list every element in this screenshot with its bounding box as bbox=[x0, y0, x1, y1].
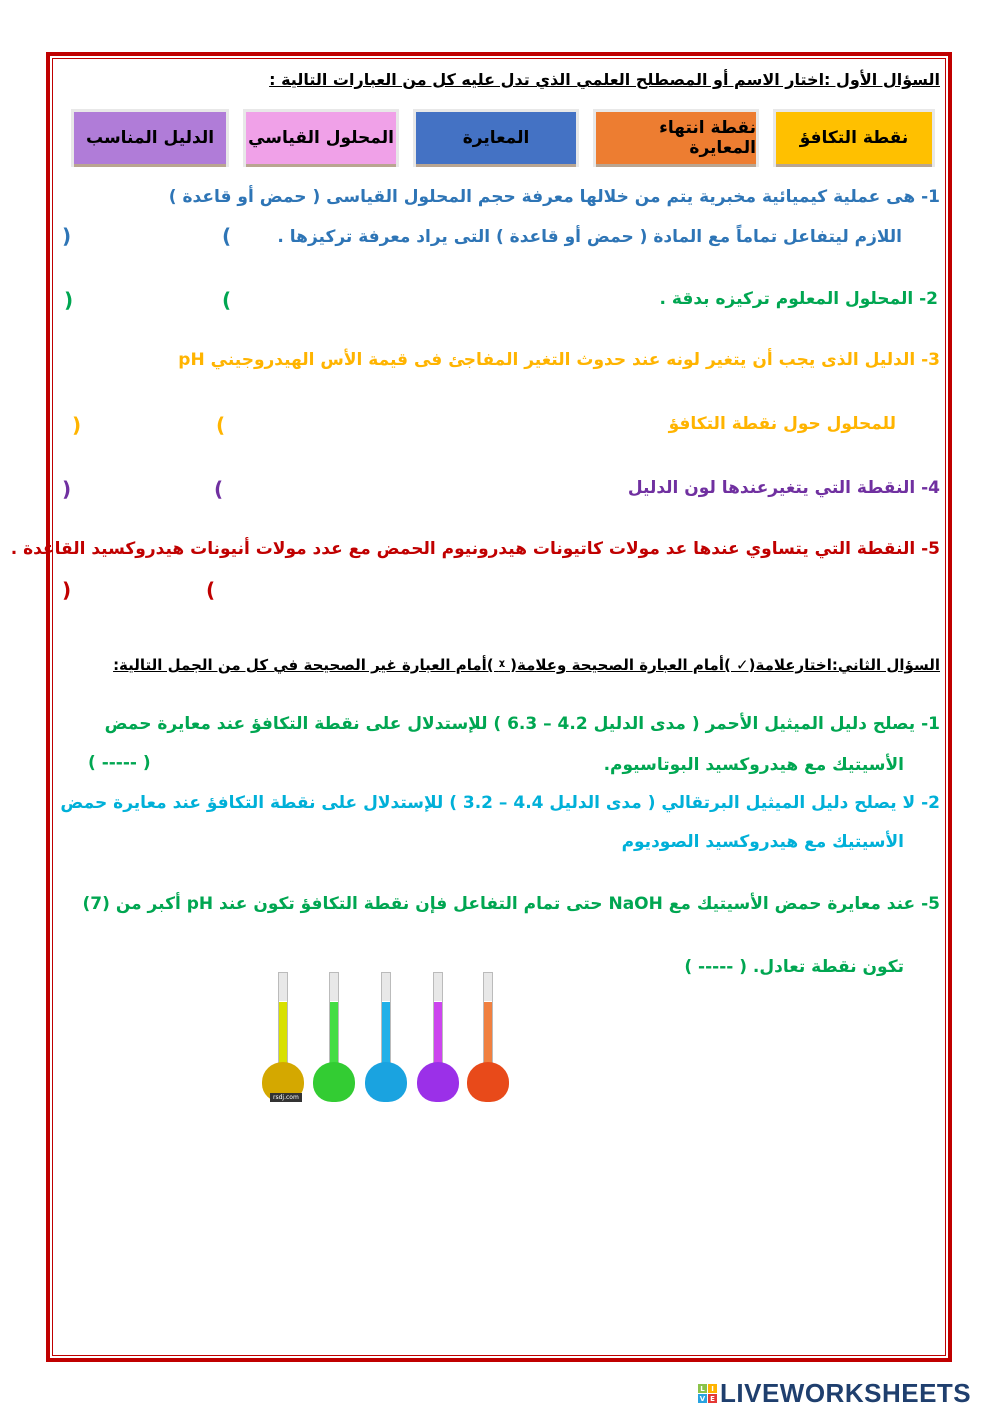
q1-item1-blank-close: ) bbox=[62, 224, 72, 248]
q1-item1-drop-zone[interactable] bbox=[76, 224, 216, 250]
page-border-inner bbox=[52, 58, 946, 1356]
image-watermark: rsdj.com bbox=[270, 1093, 302, 1102]
q1-item4-text: 4- النقطة التي يتغيرعندها لون الدليل bbox=[627, 478, 940, 498]
q2-item1-line2: الأسيتيك مع هيدروكسيد البوتاسيوم. bbox=[603, 755, 904, 775]
q1-item3-drop-zone[interactable] bbox=[86, 413, 212, 439]
q1-item2-blank-close: ) bbox=[64, 288, 74, 312]
q1-item1-blank-open: ( bbox=[222, 224, 232, 248]
q1-item3-line2: للمحلول حول نقطة التكافؤ bbox=[668, 414, 896, 434]
q1-item5-blank-close: ) bbox=[62, 578, 72, 602]
option-standard-solution[interactable]: المحلول القياسي bbox=[246, 112, 396, 164]
q2-item5-line2[interactable]: تكون نقطة تعادل. ( ----- ) bbox=[684, 957, 904, 977]
q2-item2-line1: 2- لا يصلح دليل الميثيل البرتقالي ( مدى الدليل 4.4 – 3.2 ) للإستدلال على نقطة التكافؤ عند معايرة حمض bbox=[60, 793, 940, 813]
q1-item5-drop-zone[interactable] bbox=[76, 578, 202, 604]
flasks-image bbox=[262, 965, 512, 1110]
option-titration-endpoint[interactable]: نقطة انتهاء المعايرة bbox=[596, 112, 756, 164]
q1-title: السؤال الأول :اختار الاسم أو المصطلح العلمي الذي تدل عليه كل من العبارات التالية : bbox=[269, 70, 940, 89]
q1-item3-blank-open: ( bbox=[216, 413, 226, 437]
q1-item2-drop-zone[interactable] bbox=[78, 288, 218, 314]
q1-item4-blank-close: ) bbox=[62, 477, 72, 501]
q1-item4-drop-zone[interactable] bbox=[76, 477, 210, 503]
logo-grid-icon: L I V E bbox=[698, 1384, 717, 1403]
option-equivalence-point[interactable]: نقطة التكافؤ bbox=[776, 112, 932, 164]
q1-item2-text: 2- المحلول المعلوم تركيزه بدقة . bbox=[659, 289, 938, 309]
q2-title: السؤال الثاني:اختارعلامة(✓ )أمام العبارة الصحيحة وعلامة( ᵡ )أمام العبارة غير الصحيحة في كل من الجمل التالية: bbox=[113, 656, 940, 674]
option-titration[interactable]: المعايرة bbox=[416, 112, 576, 164]
answer-options bbox=[74, 112, 932, 168]
brand-name: LIVEWORKSHEETS bbox=[720, 1378, 972, 1408]
option-suitable-indicator[interactable]: الدليل المناسب bbox=[74, 112, 226, 164]
q2-item1-line1: 1- يصلح دليل الميثيل الأحمر ( مدى الدليل 4.2 – 6.3 ) للإستدلال على نقطة التكافؤ عند معايرة حمض bbox=[104, 714, 940, 734]
q2-item5-line1: 5- عند معايرة حمض الأسيتيك مع NaOH حتى تمام التفاعل فإن نقطة التكافؤ تكون عند pH أكبر من (7) bbox=[82, 894, 940, 914]
q1-item2-blank-open: ( bbox=[222, 288, 232, 312]
q1-item3-blank-close: ) bbox=[72, 413, 82, 437]
q1-item1-line1: 1- هى عملية كيميائية مخبرية يتم من خلالها معرفة حجم المحلول القياسى ( حمض أو قاعدة ) bbox=[168, 187, 940, 207]
q1-item5-text: 5- النقطة التي يتساوي عندها عد مولات كاتيونات هيدرونيوم الحمض مع عدد مولات أنيونات هيدروكسيد القاعدة . bbox=[10, 539, 940, 559]
q1-item5-blank-open: ( bbox=[206, 578, 216, 602]
q2-item2-line2: الأسيتيك مع هيدروكسيد الصوديوم bbox=[621, 832, 904, 852]
q1-item1-line2: اللازم ليتفاعل تماماً مع المادة ( حمض أو قاعدة ) التى يراد معرفة تركيزها . bbox=[277, 227, 902, 247]
q1-item3-line1: 3- الدليل الذى يجب أن يتغير لونه عند حدوث التغير المفاجئ فى قيمة الأس الهيدروجيني pH bbox=[178, 350, 940, 370]
q2-item1-answer[interactable]: ( ----- ) bbox=[88, 753, 151, 773]
q1-item4-blank-open: ( bbox=[214, 477, 224, 501]
liveworksheets-logo bbox=[698, 1378, 971, 1409]
